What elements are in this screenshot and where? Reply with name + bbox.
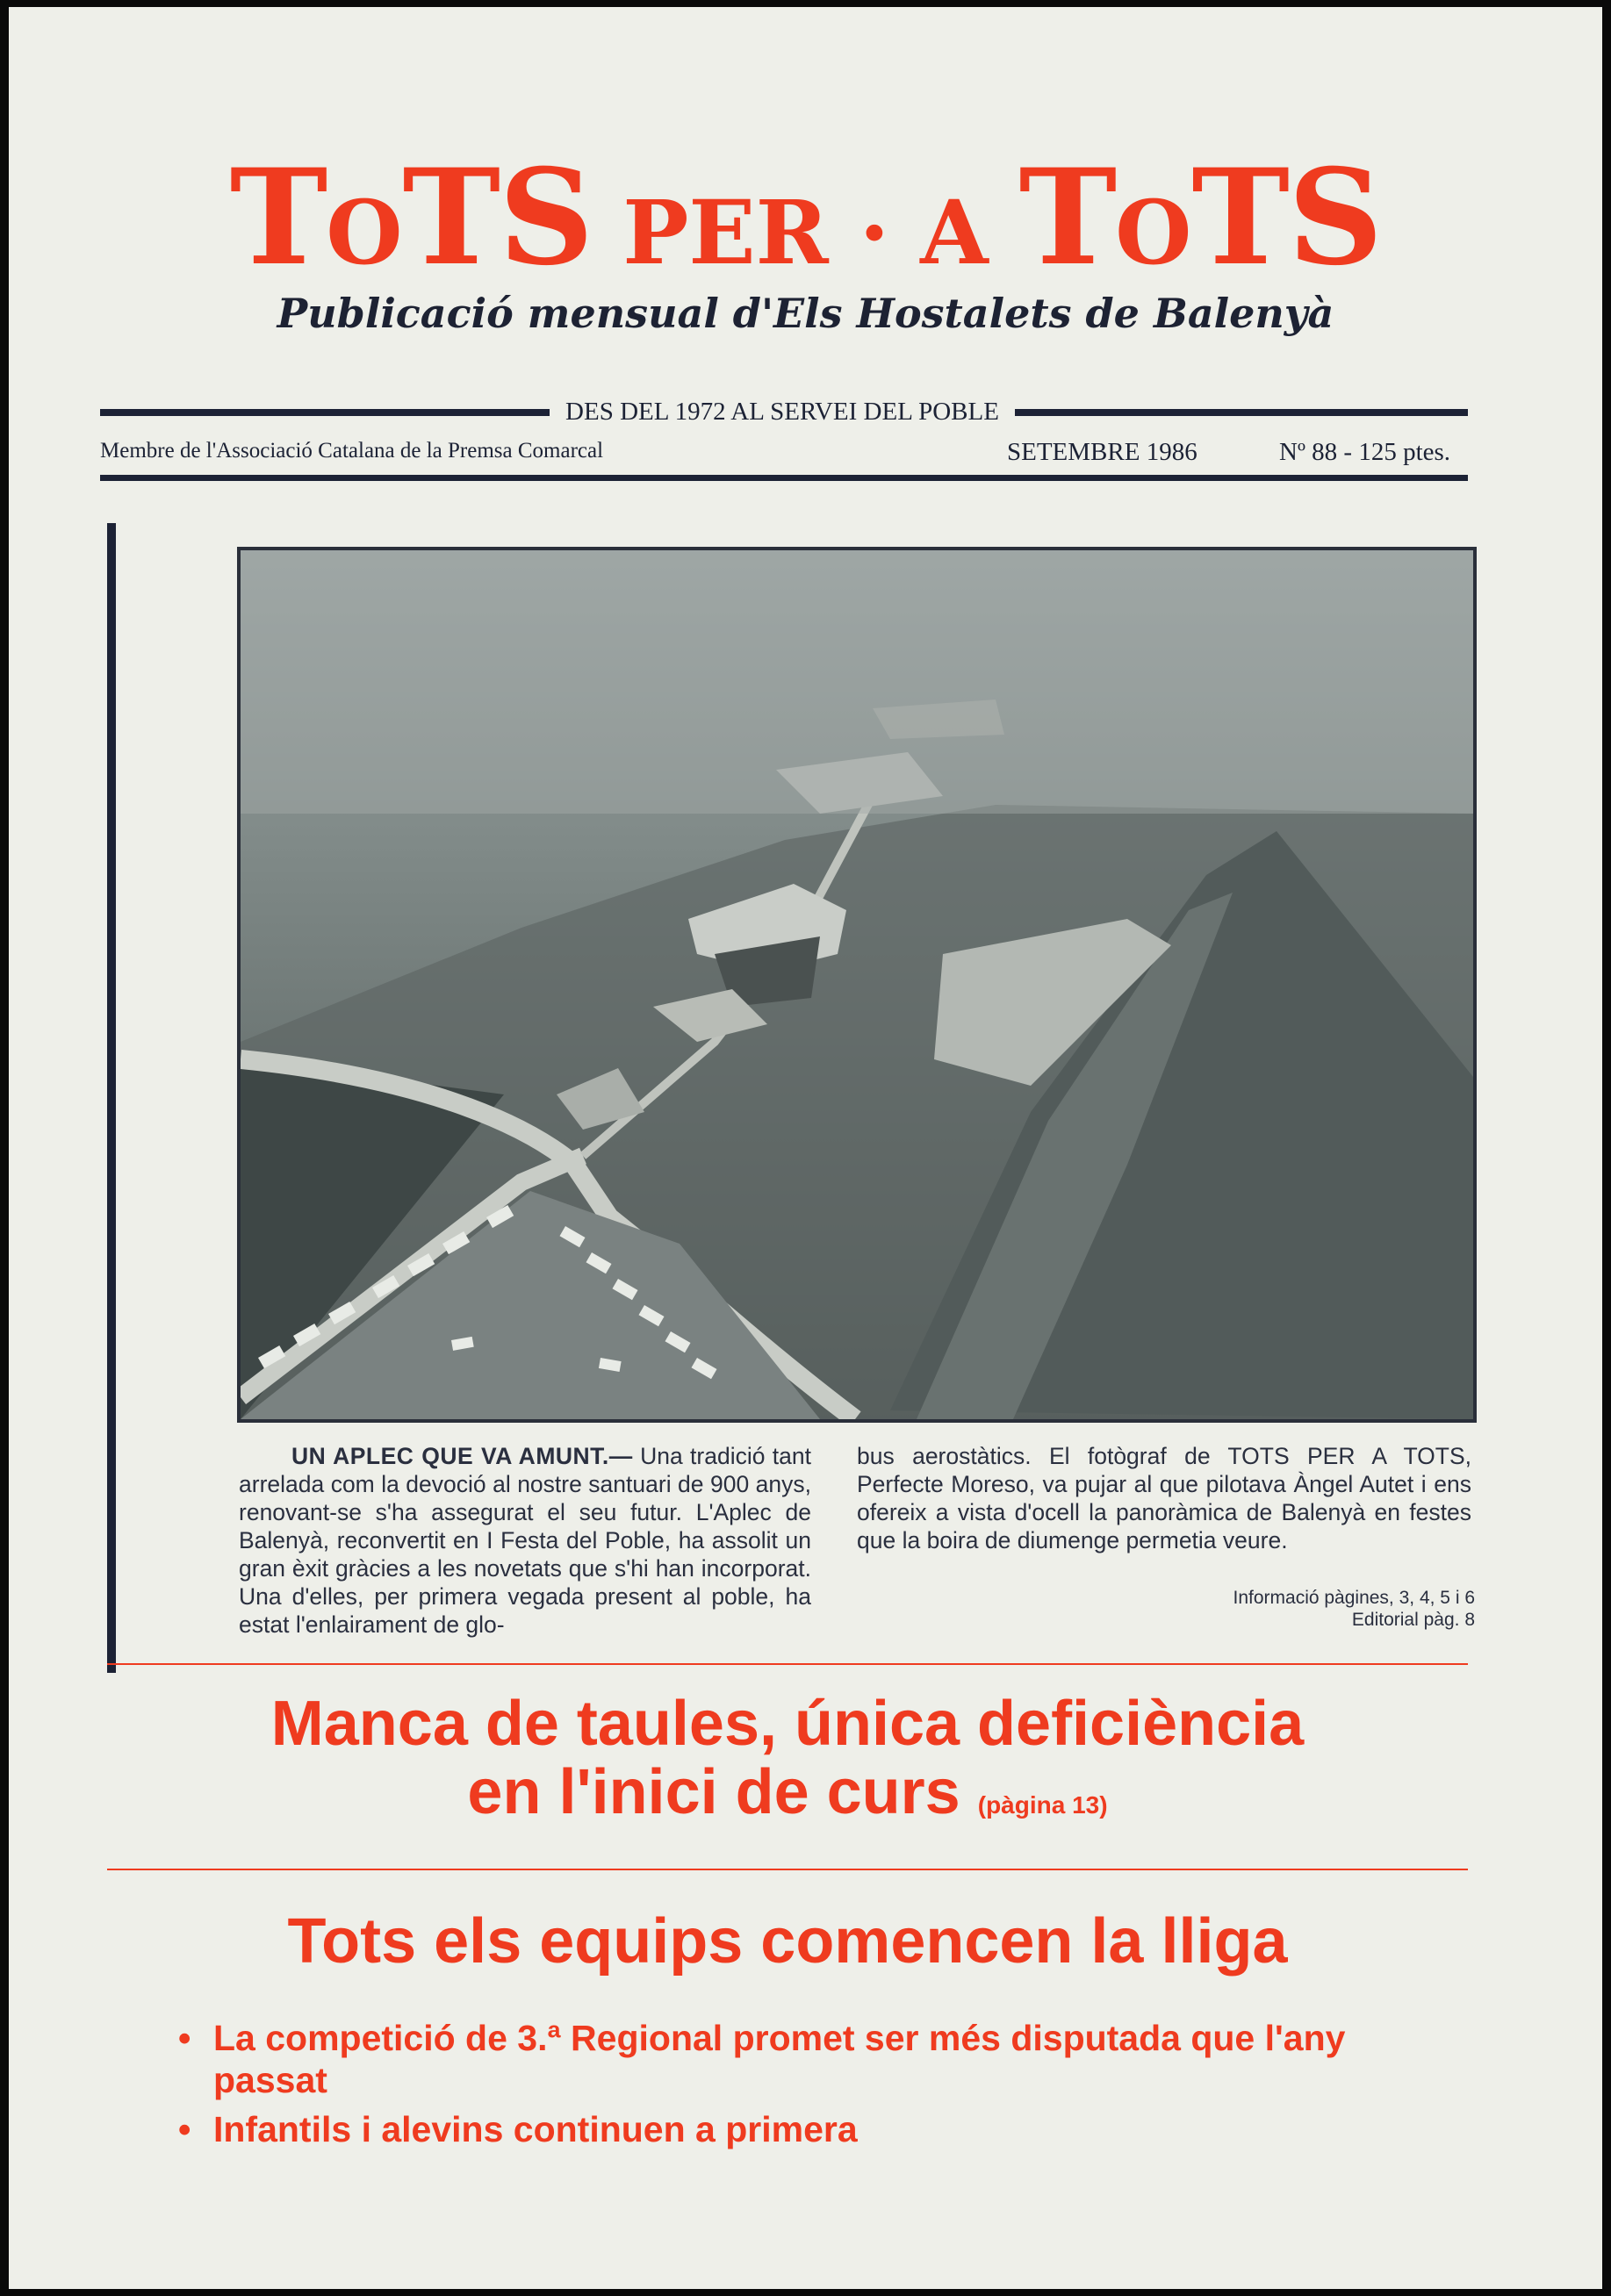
masthead-subtitle: Publicació mensual d'Els Hostalets de Balenyà: [277, 290, 1334, 337]
headline-tables: [107, 1689, 1468, 1827]
bullet-item: [178, 2017, 1434, 2101]
league-bullets: [178, 2017, 1434, 2157]
slogan-rule-left: [100, 409, 550, 416]
headline-tables-line1: Manca de taules, única deficiència: [270, 1689, 1305, 1759]
photo-caption-col2: bus aerostàtics. El fotògraf de TOTS PER A TOTS, Perfecte Moreso, va pujar al que pilotava Àngel Autet i ens ofereix a vista d'ocell la panoràmica de Balenyà en festes que la boira de diumenge permetia veure.: [857, 1443, 1471, 1553]
masthead-letter: T: [229, 140, 327, 295]
photo-caption-col1: [239, 1442, 811, 1639]
aerial-photo: [237, 547, 1477, 1423]
left-vertical-bar: [107, 523, 116, 1673]
bullet-item: [178, 2108, 1434, 2150]
headline-tables-line2-wrap: [107, 1757, 1468, 1827]
masthead-letter: T: [1018, 140, 1116, 295]
slogan: DES DEL 1972 AL SERVEI DEL POBLE: [565, 398, 999, 426]
masthead-letter: TS: [402, 140, 593, 295]
slogan-rule-right: [1015, 409, 1468, 416]
headline-league: Tots els equips comencen la lliga: [287, 1906, 1288, 1977]
association-text: Membre de l'Associació Catalana de la Premsa Comarcal: [100, 439, 604, 463]
issue-date: SETEMBRE 1986: [1007, 438, 1197, 466]
masthead-title: [9, 140, 1602, 295]
caption-text: Una tradició tant arrelada com la devoció al nostre santuari de 900 anys, renovant-se s'ha assegurat el seu futur. L'Aplec de Balenyà, reconvertit en I Festa del Poble, ha assolit un gran èxit gràcies a les novetats que s'hi han incorporat. Una d'elles, per primera vegada present al poble, ha estat l'enlairament de glo-: [239, 1443, 811, 1638]
bullet-text: Infantils i alevins continuen a primera: [213, 2109, 858, 2149]
masthead-letter: TS: [1191, 140, 1382, 295]
masthead-letter: O: [326, 181, 403, 284]
bullet-dot: •: [178, 2018, 191, 2058]
caption-lead: UN APLEC QUE VA AMUNT.—: [291, 1443, 633, 1469]
info-pages-ref: Informació pàgines, 3, 4, 5 i 6: [1233, 1588, 1475, 1608]
newspaper-front-page: [9, 7, 1602, 2289]
aerial-photo-image: [241, 550, 1473, 1419]
headline-tables-line2: en l'inici de curs: [467, 1757, 960, 1827]
meta-rule: [100, 475, 1468, 481]
headline-tables-page-ref: (pàgina 13): [977, 1791, 1108, 1819]
bullet-text: La competició de 3.ª Regional promet ser més disputada que l'any passat: [213, 2018, 1346, 2100]
masthead-middle: PER · A: [592, 181, 1019, 284]
red-divider: [107, 1663, 1468, 1665]
editorial-ref: Editorial pàg. 8: [1351, 1610, 1475, 1630]
red-divider: [107, 1869, 1468, 1870]
masthead-letter: O: [1115, 181, 1192, 284]
bullet-dot: •: [178, 2109, 191, 2149]
issue-number: Nº 88 - 125 ptes.: [1279, 438, 1451, 466]
